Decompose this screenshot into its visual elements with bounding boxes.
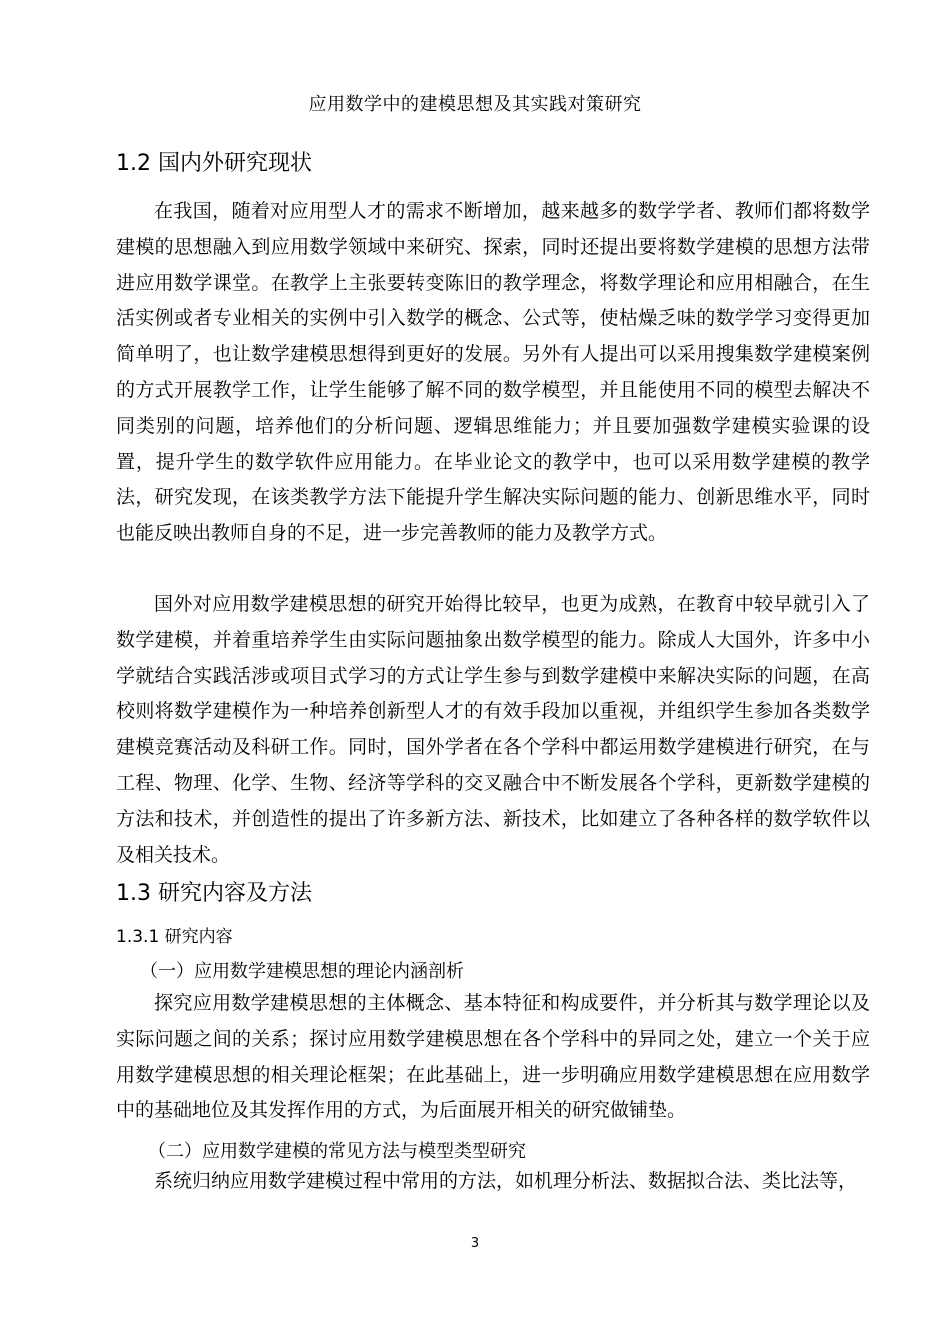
subsection-heading-1-3-1: 1.3.1 研究内容	[116, 927, 233, 947]
item-1-paragraph: 探究应用数学建模思想的主体概念、基本特征和构成要件，并分析其与数学理论以及实际问题之间的关系；探讨应用数学建模思想在各个学科中的异同之处，建立一个关于应用数学建模思想的相关理论框架；在此基础上，进一步明确应用数学建模思想在应用数学中的基础地位及其发挥作用的方式，为后面展开相关的研究做铺垫。	[116, 992, 870, 1122]
section-heading-1-2: 1.2 国内外研究现状	[116, 151, 312, 176]
section-heading-1-3: 1.3 研究内容及方法	[116, 881, 312, 906]
paragraph-domestic-research: 在我国，随着对应用型人才的需求不断增加，越来越多的数学学者、教师们都将数学建模的思想融入到应用数学领域中来研究、探索，同时还提出要将数学建模的思想方法带进应用数学课堂。在教学上主张要转变陈旧的教学理念，将数学理论和应用相融合，在生活实例或者专业相关的实例中引入数学的概念、公式等，使枯燥乏味的数学学习变得更加简单明了，也让数学建模思想得到更好的发展。另外有人提出可以采用搜集数学建模案例的方式开展教学工作，让学生能够了解不同的数学模型，并且能使用不同的模型去解决不同类别的问题，培养他们的分析问题、逻辑思维能力；并且要加强数学建模实验课的设置，提升学生的数学软件应用能力。在毕业论文的教学中，也可以采用数学建模的教学法，研究发现，在该类教学方法下能提升学生解决实际问题的能力、创新思维水平，同时也能反映出教师自身的不足，进一步完善教师的能力及教学方式。	[116, 200, 870, 545]
item-2-paragraph: 系统归纳应用数学建模过程中常用的方法，如机理分析法、数据拟合法、类比法等，	[154, 1170, 858, 1192]
running-header: 应用数学中的建模思想及其实践对策研究	[308, 94, 642, 115]
page-number: 3	[470, 1236, 480, 1251]
item-1-title: （一）应用数学建模思想的理论内涵剖析	[140, 961, 464, 982]
item-2-title: （二）应用数学建模的常见方法与模型类型研究	[148, 1141, 526, 1162]
paragraph-foreign-research: 国外对应用数学建模思想的研究开始得比较早，也更为成熟，在教育中较早就引入了数学建模，并着重培养学生由实际问题抽象出数学模型的能力。除成人大国外，许多中小学就结合实践活涉或项目式学习的方式让学生参与到数学建模中来解决实际的问题，在高校则将数学建模作为一种培养创新型人才的有效手段加以重视，并组织学生参加各类数学建模竞赛活动及科研工作。同时，国外学者在各个学科中都运用数学建模进行研究，在与工程、物理、化学、生物、经济等学科的交叉融合中不断发展各个学科，更新数学建模的方法和技术，并创造性的提出了许多新方法、新技术，比如建立了各种各样的数学软件以及相关技术。	[116, 593, 870, 866]
